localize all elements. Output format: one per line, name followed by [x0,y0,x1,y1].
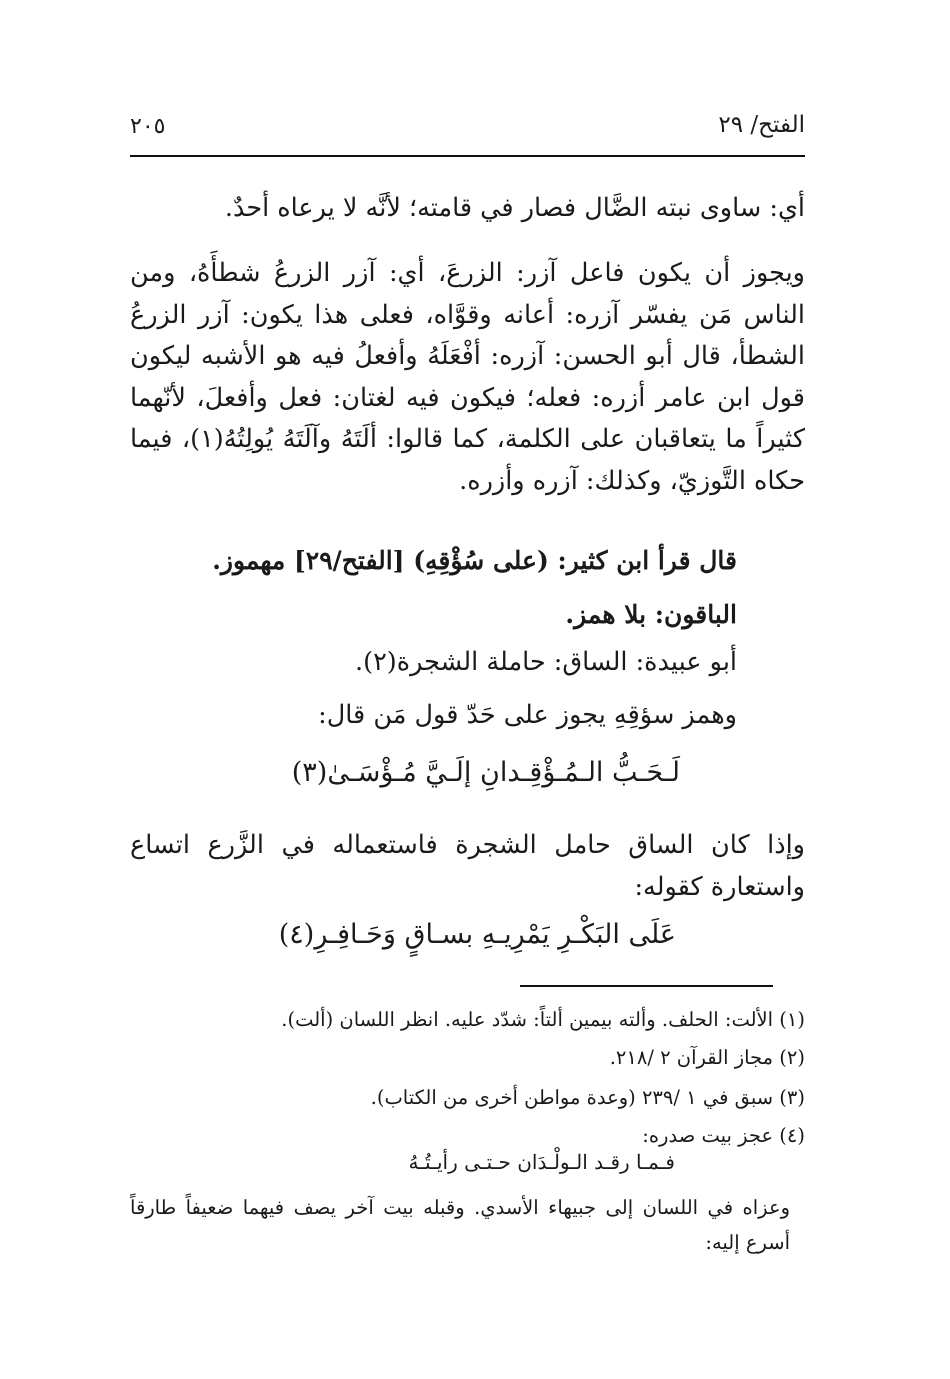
poetry-verse-2: عَلَى البَكْـرِ يَمْرِيـهِ بسـاقٍ وَحَـافِـرِ(٤) [278,919,676,950]
paragraph-2: ويجوز أن يكون فاعل آزر: الزرعَ، أي: آزر الزرعُ شطأَهُ، ومن الناس مَن يفسّر آزره: أعانه وقوَّاه، فعلى هذا يكون: آزر الزرعُ الشطأ، قال أبو الحسن: آزره: أفْعَلَهُ وأفعلُ فيه هو الأشبه ليكون قول ابن عامر أزره: فعله؛ فيكون فيه لغتان: فعل وأفعلَ، لأنّهما كثيراً ما يتعاقبان على الكلمة، كما قالوا: ألَتَهُ وآلَتَهُ يُولِتُهُ(١)، فيما حكاه التَّوزيّ، وكذلك: آزره وأزره. [130,258,806,496]
footnote-1: (١) الألت: الحلف. وألته بيمين ألتاً: شدّد عليه. انظر اللسان (ألت). [281,1008,805,1031]
footnote-4-continuation: وعزاه في اللسان إلى جبيهاء الأسدي. وقبله بيت آخر يصف فيهما ضعيفاً طارقاً أسرع إليه: [130,1196,790,1254]
reading-others: الباقون: بلا همز. [565,600,737,629]
paragraph-3: وإذا كان الساق حامل الشجرة فاستعماله في الزَّرع اتساع واستعارة كقوله: [130,830,805,902]
page-number: ٢٠٥ [130,114,166,139]
reading-statement: قال قرأ ابن كثير: (على سُؤْقِهِ) [الفتح/٢٩] مهموز. [212,546,737,575]
poetry-verse-1: لَـحَـبُّ الـمُـؤْقِـدانِ إلَـيَّ مُـؤْسَـىٰ(٣) [291,757,680,788]
footnote-verse: فـمـا رقـد الـولْـدَان حـتـى رأيـتُـهُ [408,1150,675,1174]
footnote-4: (٤) عجز بيت صدره: [642,1124,805,1147]
header-divider [130,155,805,157]
footnote-2: (٢) مجاز القرآن ٢ /٢١٨. [609,1046,805,1069]
hamz-line: وهمز سؤقِهِ يجوز على حَدّ قول مَن قال: [318,700,737,730]
running-header: الفتح/ ٢٩ [718,112,805,138]
footnote-divider [520,985,773,987]
abu-ubayda-line: أبو عبيدة: الساق: حاملة الشجرة(٢). [355,647,737,677]
footnote-3: (٣) سبق في ١ /٢٣٩ (وعدة مواطن أخرى من الكتاب). [370,1086,805,1109]
paragraph-1: أي: ساوى نبته الضَّال فصار في قامته؛ لأنَّه لا يرعاه أحدٌ. [224,193,805,223]
